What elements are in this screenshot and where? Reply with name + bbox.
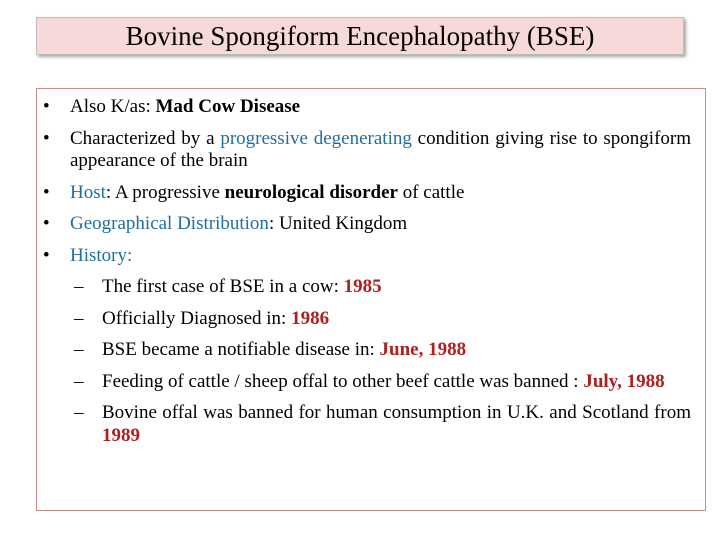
bullet-history: [37, 245, 691, 448]
bullet-blue-term: progressive: [220, 127, 308, 149]
slide-title-text: Bovine Spongiform Encephalopathy (BSE): [125, 20, 595, 51]
bullet-characterized: [37, 128, 691, 173]
history-item: [70, 339, 691, 362]
history-text: Officially Diagnosed in:: [102, 307, 292, 329]
bullet-text: : United Kingdom: [268, 213, 408, 234]
bullet-text: Also K/as:: [70, 96, 156, 117]
history-item: [70, 308, 691, 331]
history-text: Bovine offal was banned for human consumption in U.K. and Scotland from: [102, 402, 691, 423]
content-box: [36, 88, 706, 511]
bullet-blue-term: History:: [70, 244, 133, 266]
history-date: June, 1988: [379, 339, 467, 360]
bullet-host: [37, 182, 691, 205]
history-text: BSE became a notifiable disease in:: [102, 339, 380, 360]
bullet-emphasis: neurological disorder: [224, 181, 398, 203]
history-item: [70, 276, 691, 299]
bullet-geography: [37, 213, 691, 236]
bullet-text: : A progressive: [105, 181, 225, 203]
history-date: July, 1988: [583, 370, 665, 392]
bullet-text: condition giving rise to spongiform appearance of the brain: [70, 127, 692, 171]
history-date: 1985: [343, 276, 382, 297]
history-text: Feeding of cattle / sheep offal to other beef cattle was banned :: [102, 370, 584, 392]
history-list: [70, 276, 691, 447]
bullet-blue-term: Host: [70, 181, 106, 203]
history-text: The first case of BSE in a cow:: [102, 276, 344, 297]
bullet-text: of cattle: [397, 181, 465, 203]
bullet-blue-term: degenerating: [313, 127, 412, 149]
history-date: 1986: [291, 307, 330, 329]
bullet-also-known-as: [37, 96, 691, 119]
history-date: 1989: [102, 424, 140, 446]
history-item: [70, 371, 691, 394]
bullet-blue-term: Geographical Distribution: [70, 213, 269, 234]
bullet-emphasis: Mad Cow Disease: [155, 96, 301, 117]
slide-title: [36, 17, 684, 55]
bullet-list: [37, 96, 691, 456]
history-item: [70, 402, 691, 447]
bullet-text: Characterized by a: [70, 127, 221, 149]
